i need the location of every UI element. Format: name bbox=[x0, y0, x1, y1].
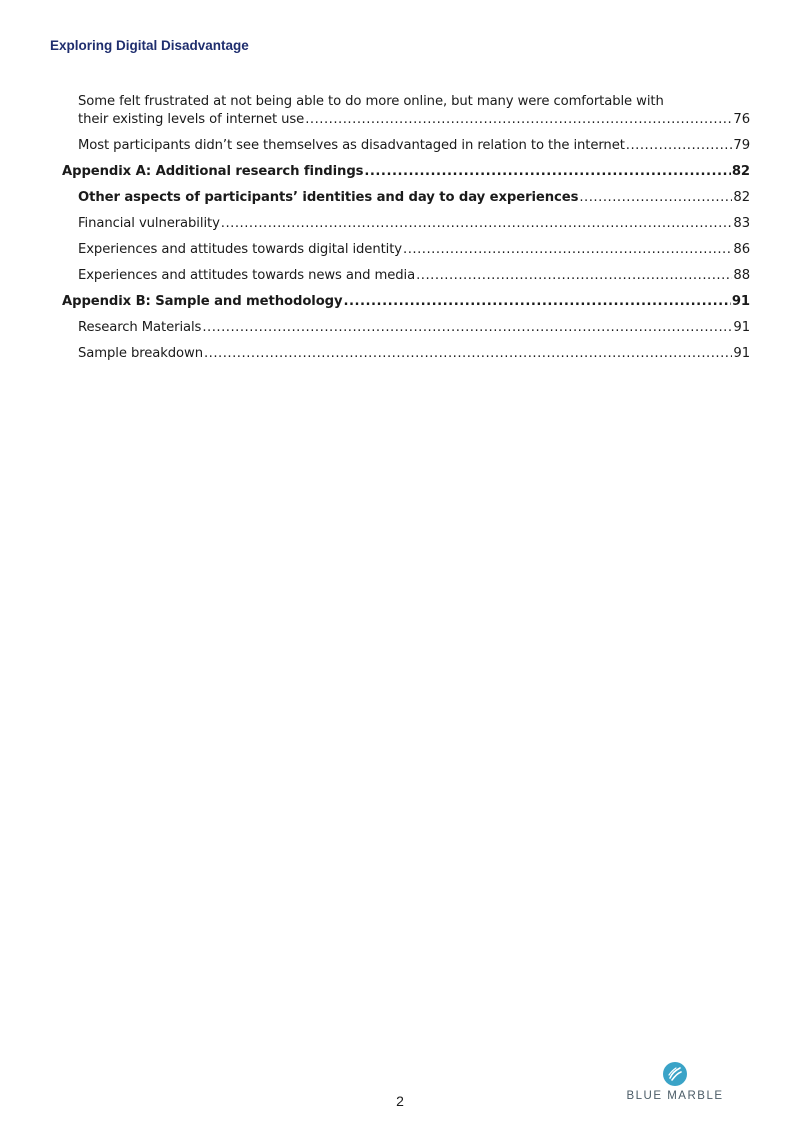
dot-leader bbox=[202, 319, 732, 337]
running-header-title: Exploring Digital Disadvantage bbox=[50, 38, 249, 53]
toc-entry-frustrated-online[interactable] bbox=[62, 93, 750, 129]
blue-marble-logo bbox=[625, 1062, 725, 1102]
toc-page-number: 91 bbox=[731, 294, 750, 309]
toc-entry-text: Experiences and attitudes towards digital identity bbox=[78, 242, 402, 257]
toc-entry-text: Financial vulnerability bbox=[78, 216, 220, 231]
toc-page-number: 83 bbox=[733, 216, 750, 231]
dot-leader bbox=[579, 189, 732, 207]
dot-leader bbox=[344, 293, 731, 311]
toc-entry-financial-vulnerability[interactable] bbox=[62, 215, 750, 233]
dot-leader bbox=[305, 111, 732, 129]
toc-entry-text: Most participants didn’t see themselves as disadvantaged in relation to the internet bbox=[78, 138, 625, 153]
toc-page-number: 88 bbox=[733, 268, 750, 283]
toc-entry-text: Appendix B: Sample and methodology bbox=[62, 294, 343, 309]
marble-logo-icon bbox=[663, 1062, 687, 1086]
toc-page-number: 82 bbox=[733, 190, 750, 205]
toc-entry-appendix-a[interactable] bbox=[62, 163, 750, 181]
table-of-contents bbox=[62, 93, 750, 371]
toc-entry-news-media[interactable] bbox=[62, 267, 750, 285]
logo-text: BLUE MARBLE bbox=[626, 1090, 724, 1102]
toc-entry-text: Experiences and attitudes towards news and media bbox=[78, 268, 416, 283]
toc-entry-digital-identity[interactable] bbox=[62, 241, 750, 259]
toc-entry-sample-breakdown[interactable] bbox=[62, 345, 750, 363]
toc-entry-text-line2: their existing levels of internet use bbox=[78, 112, 305, 127]
toc-entry-research-materials[interactable] bbox=[62, 319, 750, 337]
toc-page-number: 86 bbox=[733, 242, 750, 257]
toc-entry-text: Research Materials bbox=[78, 320, 202, 335]
toc-page-number: 91 bbox=[733, 320, 750, 335]
toc-entry-appendix-b[interactable] bbox=[62, 293, 750, 311]
toc-page-number: 82 bbox=[731, 164, 750, 179]
dot-leader bbox=[221, 215, 733, 233]
toc-entry-text-line1: Some felt frustrated at not being able to do more online, but many were comfortable with bbox=[78, 94, 664, 109]
toc-page-number: 91 bbox=[733, 346, 750, 361]
toc-entry-text: Sample breakdown bbox=[78, 346, 203, 361]
page-number: 2 bbox=[396, 1093, 404, 1109]
toc-entry-other-aspects[interactable] bbox=[62, 189, 750, 207]
dot-leader bbox=[204, 345, 732, 363]
dot-leader bbox=[364, 163, 730, 181]
dot-leader bbox=[626, 137, 733, 155]
toc-entry-text: Other aspects of participants’ identities and day to day experiences bbox=[78, 190, 579, 205]
toc-entry-text: Appendix A: Additional research findings bbox=[62, 164, 364, 179]
toc-page-number: 79 bbox=[733, 138, 750, 153]
dot-leader bbox=[403, 241, 732, 259]
toc-page-number: 76 bbox=[733, 112, 750, 127]
toc-entry-not-disadvantaged[interactable] bbox=[62, 137, 750, 155]
dot-leader bbox=[416, 267, 732, 285]
